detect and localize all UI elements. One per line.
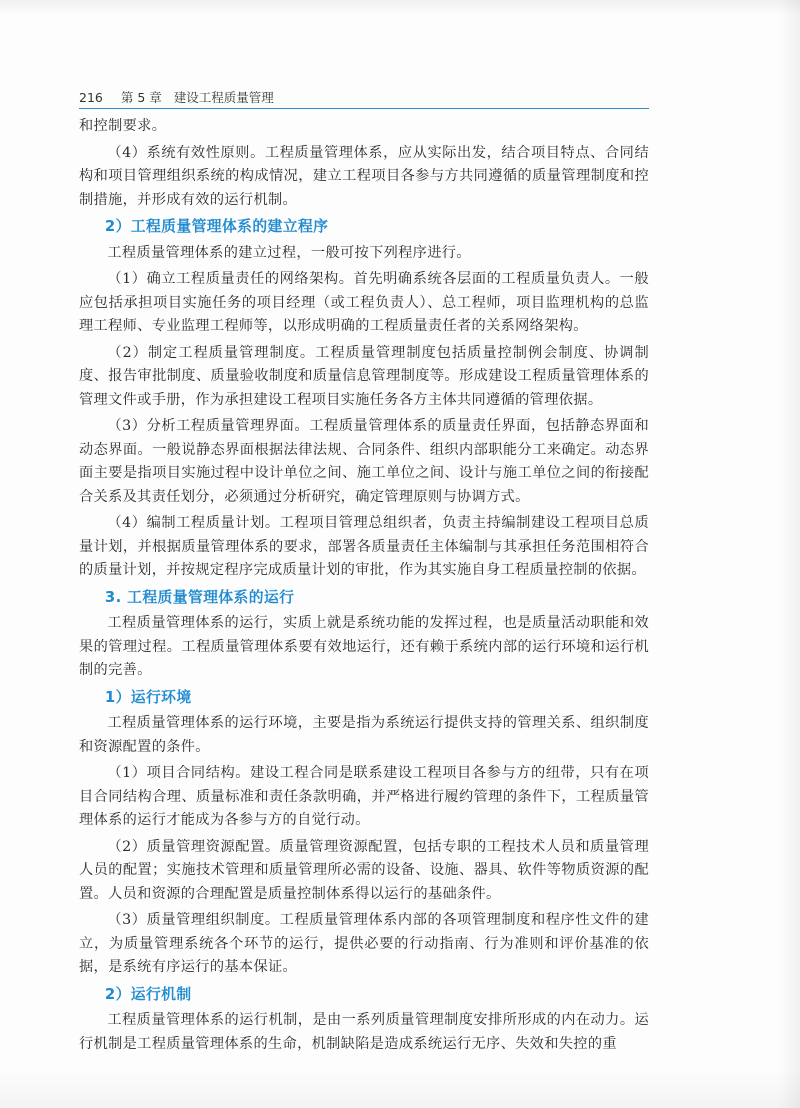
subheading-establishment-procedure: 2）工程质量管理体系的建立程序 bbox=[104, 218, 329, 235]
section-heading-operation: 3. 工程质量管理体系的运行 bbox=[104, 588, 295, 606]
running-header bbox=[79, 88, 649, 108]
paragraph-continuation: 和控制要求。 bbox=[79, 118, 167, 134]
paragraph-environment-2: （2）质量管理资源配置。质量管理资源配置，包括专职的工程技术人员和质量管理人员的配置；实施技术管理和质量管理所必需的设备、设施、器具、软件等物质资源的配置。人员和资源的合理配置是质量控制体系得以运行的基础条件。 bbox=[79, 838, 649, 902]
paragraph-operation-intro: 工程质量管理体系的运行，实质上就是系统功能的发挥过程，也是质量活动职能和效果的管理过程。工程质量管理体系要有效地运行，还有赖于系统内部的运行环境和运行机制的完善。 bbox=[79, 615, 649, 678]
paragraph-step-3: （3）分析工程质量管理界面。工程质量管理体系的质量责任界面，包括静态界面和动态界面。一般说静态界面根据法律法规、合同条件、组织内部职能分工来确定。动态界面主要是指项目实施过程中设计单位之间、施工单位之间、设计与施工单位之间的衔接配合关系及其责任划分，必须通过分析研究，确定管理原则与协调方式。 bbox=[79, 418, 649, 505]
paragraph-step-4: （4）编制工程质量计划。工程项目管理总组织者，负责主持编制建设工程项目总质量计划，并根据质量管理体系的要求，部署各质量责任主体编制与其承担任务范围相符合的质量计划，并按规定程序完成质量计划的审批，作为其实施自身工程质量控制的依据。 bbox=[79, 515, 649, 578]
scan-edge-shadow bbox=[778, 0, 800, 1108]
paragraph-step-1: （1）确立工程质量责任的网络架构。首先明确系统各层面的工程质量负责人。一般应包括承担项目实施任务的项目经理（或工程负责人）、总工程师，项目监理机构的总监理工程师、专业监理工程师等，以形成明确的工程质量责任者的关系网络架构。 bbox=[79, 271, 649, 334]
subheading-operating-mechanism: 2）运行机制 bbox=[104, 985, 192, 1003]
paragraph-mechanism-intro: 工程质量管理体系的运行机制，是由一系列质量管理制度安排所形成的内在动力。运行机制是工程质量管理体系的生命，机制缺陷是造成系统运行无序、失效和失控的重 bbox=[79, 1012, 649, 1052]
subheading-operating-environment: 1）运行环境 bbox=[104, 688, 192, 706]
chapter-title: 建设工程质量管理 bbox=[173, 90, 274, 105]
page-number: 216 bbox=[79, 90, 103, 105]
paragraph-procedure-intro: 工程质量管理体系的建立过程，一般可按下列程序进行。 bbox=[107, 244, 471, 261]
chapter-label: 第 5 章 bbox=[120, 90, 162, 105]
scan-bottom-shadow bbox=[0, 1068, 800, 1108]
scan-top-shadow bbox=[0, 0, 800, 14]
body-text bbox=[79, 115, 649, 1059]
paragraph-principle-4: （4）系统有效性原则。工程质量管理体系，应从实际出发，结合项目特点、合同结构和项目管理组织系统的构成情况，建立工程项目各参与方共同遵循的质量管理制度和控制措施，并形成有效的运行机制。 bbox=[79, 144, 649, 208]
paragraph-environment-3: （3）质量管理组织制度。工程质量管理体系内部的各项管理制度和程序性文件的建立，为质量管理系统各个环节的运行，提供必要的行动指南、行为准则和评价基准的依据，是系统有序运行的基本保证。 bbox=[79, 912, 649, 975]
paragraph-step-2: （2）制定工程质量管理制度。工程质量管理制度包括质量控制例会制度、协调制度、报告审批制度、质量验收制度和质量信息管理制度等。形成建设工程质量管理体系的管理文件或手册，作为承担建设工程项目实施任务各方主体共同遵循的管理依据。 bbox=[79, 344, 649, 408]
paragraph-environment-intro: 工程质量管理体系的运行环境，主要是指为系统运行提供支持的管理关系、组织制度和资源配置的条件。 bbox=[79, 715, 649, 755]
header-rule bbox=[79, 108, 649, 109]
paragraph-environment-1: （1）项目合同结构。建设工程合同是联系建设工程项目各参与方的纽带，只有在项目合同结构合理、质量标准和责任条款明确，并严格进行履约管理的条件下，工程质量管理体系的运行才能成为各参与方的自觉行动。 bbox=[79, 765, 649, 828]
